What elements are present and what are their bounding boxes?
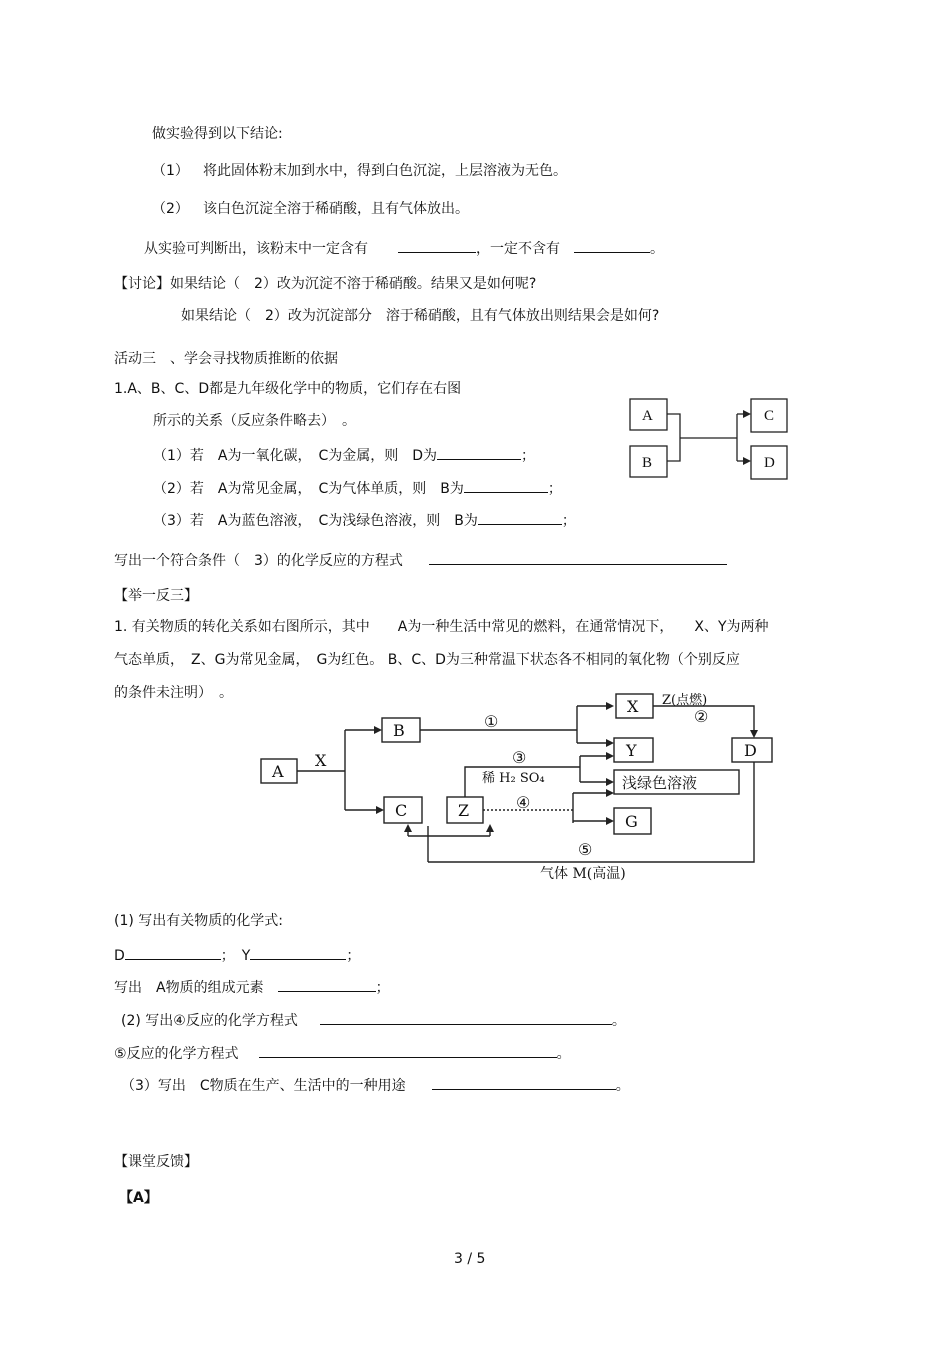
label-z: Z [458,801,470,820]
label-b: B [393,721,405,740]
small-label-d: D [764,455,775,471]
q1-part-1-semicolon: ； [521,448,536,464]
label-d: D [744,741,757,760]
reaction-4: ④ [516,793,531,812]
condition-1-text: 将此固体粉末加到水中，得到白色沉淀，上层溶液为无色。 [203,163,567,179]
label-y: Y [626,741,637,760]
dilute-acid-label: 稀 H₂ SO₄ [482,771,545,786]
condition-2-number: （2） [152,201,189,217]
question-2-line-2: 气态单质， Z、G为常见金属， G为红色。 B、C、D为三种常温下状态各不相同的氧化物（个别反应 [114,652,740,668]
gas-m-label: 气体 M(高温) [540,866,626,882]
formula-semicolon: ； [346,948,361,964]
activity-3-heading: 活动三 、学会寻找物质推断的依据 [114,351,338,367]
q1-part-2-semicolon: ； [547,481,562,497]
blank-formula-y[interactable] [250,945,346,960]
judge-end: 。 [650,241,664,257]
sub-question-1: (1) 写出有关物质的化学式: [114,913,283,929]
level-a-heading: 【A】 [119,1190,158,1206]
label-green-solution: 浅绿色溶液 [622,774,698,792]
judge-must-not-contain: ，一定不含有 [476,241,560,257]
equation-5-period: 。 [556,1046,571,1062]
blank-must-not-contain[interactable] [574,238,650,253]
reaction-2: ② [694,707,709,726]
question-1-part-2 [153,478,562,498]
sub-question-3-period: 。 [615,1078,630,1094]
blank-c-use[interactable] [432,1075,616,1090]
write-equation-text: 写出一个符合条件（ 3）的化学反应的方程式 [114,553,403,569]
extension-heading: 【举一反三】 [114,588,198,604]
elements-text: 写出 A物质的组成元素 [114,980,264,996]
judge-line [144,238,664,258]
intro-text: 做实验得到以下结论: [152,126,283,142]
sub-question-3 [121,1075,630,1095]
reaction-1: ① [484,712,499,731]
discussion-1: 【讨论】如果结论（ 2）改为沉淀不溶于稀硝酸。结果又是如何呢? [114,276,537,292]
feedback-heading: 【课堂反馈】 [114,1154,198,1170]
condition-2-text: 该白色沉淀全溶于稀硝酸，且有气体放出。 [203,201,469,217]
label-a: A [272,762,284,781]
sub-question-2-text: (2) 写出④反应的化学方程式 [121,1013,298,1029]
question-2-line-3: 的条件未注明） 。 [114,685,233,701]
formula-line [114,945,360,965]
question-2-line-1: 1. 有关物质的转化关系如右图所示，其中 A为一种生活中常见的燃料，在通常情况下， X、Y为两种 [114,619,769,635]
blank-q1-b-metal[interactable] [464,478,548,493]
small-relation-diagram [625,393,795,488]
blank-q1-b-blue[interactable] [478,510,562,525]
z-burn-label: Z(点燃) [662,693,708,708]
q1-part-3-semicolon: ； [561,513,576,529]
blank-equation-4[interactable] [320,1010,612,1025]
blank-elements[interactable] [278,977,376,992]
blank-equation-5[interactable] [259,1043,557,1058]
formula-d-label: D [114,948,125,964]
small-label-a: A [642,408,653,424]
small-label-b: B [642,455,653,471]
sub-question-3-text: （3）写出 C物质在生产、生活中的一种用途 [121,1078,406,1094]
label-x: X [627,697,639,716]
sub-question-2 [121,1010,626,1030]
small-label-c: C [764,408,775,424]
page-number: 3 / 5 [454,1251,486,1267]
q1-part-3-text: （3）若 A为蓝色溶液， C为浅绿色溶液，则 B为 [153,513,478,529]
blank-equation-3[interactable] [429,550,727,565]
elements-semicolon: ； [375,980,390,996]
blank-formula-d[interactable] [125,945,221,960]
q1-part-1-text: （1）若 A为一氧化碳， C为金属，则 D为 [153,448,438,464]
condition-1-number: （1） [152,163,189,179]
equation-5-text: ⑤反应的化学方程式 [114,1046,239,1062]
arrow-label-x: X [315,751,327,770]
sub-question-2-period: 。 [611,1013,626,1029]
question-1-line-2: 所示的关系（反应条件略去） 。 [153,413,356,429]
equation-5-line [114,1043,571,1063]
formula-y-label: ； Y [220,948,251,964]
reaction-3: ③ [512,748,527,767]
blank-q1-d[interactable] [437,445,521,460]
question-1-line-1: 1.A、B、C、D都是九年级化学中的物质，它们存在右图 [114,381,462,397]
elements-line [114,977,390,997]
reaction-5: ⑤ [578,840,593,859]
blank-must-contain[interactable] [398,238,476,253]
q1-part-2-text: （2）若 A为常见金属， C为气体单质，则 B为 [153,481,464,497]
question-1-part-1 [153,445,535,465]
write-equation-line [114,550,727,570]
discussion-2: 如果结论（ 2）改为沉淀部分 溶于稀硝酸，且有气体放出则结果会是如何? [181,308,660,324]
label-g: G [625,812,638,831]
conversion-diagram [250,690,790,885]
label-c: C [395,801,408,820]
judge-must-contain: 从实验可判断出，该粉末中一定含有 [144,241,368,257]
question-1-part-3 [153,510,576,530]
